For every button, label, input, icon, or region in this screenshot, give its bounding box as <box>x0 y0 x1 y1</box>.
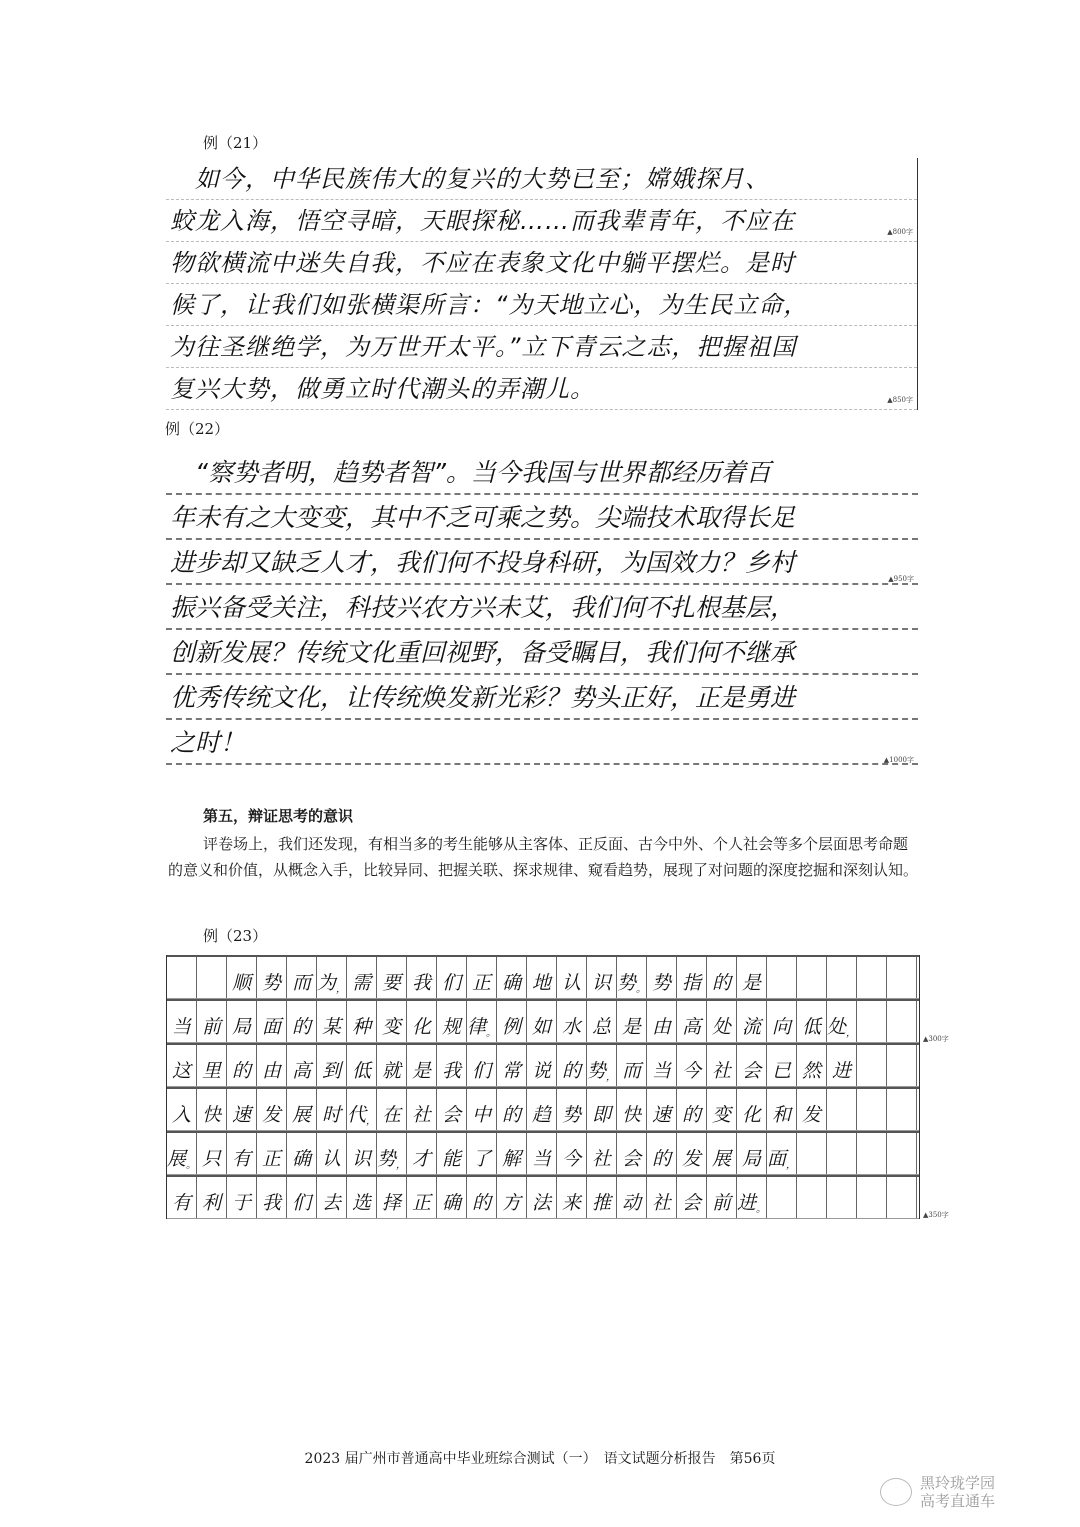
grid-cell <box>887 1089 917 1130</box>
grid-cell: 有 <box>227 1133 257 1174</box>
watermark-text-1: 黑玲珑学园 <box>920 1474 996 1492</box>
grid-cell: 只 <box>197 1133 227 1174</box>
grid-cell: 推 <box>587 1177 617 1218</box>
grid-cell <box>827 1133 857 1174</box>
grid-cell: 速 <box>227 1089 257 1130</box>
grid-cell <box>857 1133 887 1174</box>
grid-cell: 总 <box>587 1001 617 1042</box>
grid-cell: 已 <box>767 1045 797 1086</box>
grid-cell: 我 <box>407 957 437 998</box>
grid-cell: 势 <box>257 957 287 998</box>
grid-cell: 势 <box>557 1089 587 1130</box>
grid-cell: 社 <box>407 1089 437 1130</box>
hw-line: 创新发展？传统文化重回视野，备受瞩目，我们何不继承 <box>166 630 918 675</box>
grid-cell: 流 <box>737 1001 767 1042</box>
grid-cell: 当 <box>527 1133 557 1174</box>
grid-cell: 如 <box>527 1001 557 1042</box>
grid-cell: 了 <box>467 1133 497 1174</box>
grid-cell: 变 <box>707 1089 737 1130</box>
grid-cell: 会 <box>677 1177 707 1218</box>
grid-cell: 向 <box>767 1001 797 1042</box>
grid-cell: 当 <box>167 1001 197 1042</box>
grid-cell: 进 。 <box>737 1177 767 1218</box>
grid-cell: 今 <box>557 1133 587 1174</box>
word-count-mark: ▲1000字 <box>883 756 914 764</box>
grid-cell: 到 <box>317 1045 347 1086</box>
grid-cell: 入 <box>167 1089 197 1130</box>
grid-cell: 是 <box>617 1001 647 1042</box>
grid-cell: 今 <box>677 1045 707 1086</box>
grid-cell: 来 <box>557 1177 587 1218</box>
grid-cell: 处 ， <box>827 1001 857 1042</box>
grid-cell: 就 <box>377 1045 407 1086</box>
grid-cell: 去 <box>317 1177 347 1218</box>
grid-cell <box>167 957 197 998</box>
grid-cell: 和 <box>767 1089 797 1130</box>
grid-cell <box>767 1177 797 1218</box>
grid-row <box>167 1175 919 1219</box>
grid-cell <box>797 1133 827 1174</box>
grid-cell <box>827 957 857 998</box>
grid-cell: 面 <box>257 1001 287 1042</box>
grid-cell: 低 <box>347 1045 377 1086</box>
grid-cell <box>827 1177 857 1218</box>
grid-cell: 趋 <box>527 1089 557 1130</box>
grid-cell: 里 <box>197 1045 227 1086</box>
grid-row <box>167 1043 919 1087</box>
grid-cell: 的 <box>227 1045 257 1086</box>
example-21-label: 例（21） <box>203 134 268 152</box>
grid-cell: 前 <box>707 1177 737 1218</box>
grid-cell: 发 <box>797 1089 827 1130</box>
grid-cell: 是 <box>737 957 767 998</box>
grid-cell: 于 <box>227 1177 257 1218</box>
grid-cell: 展 <box>287 1089 317 1130</box>
grid-cell: 需 <box>347 957 377 998</box>
grid-cell <box>197 957 227 998</box>
grid-cell: 我 <box>257 1177 287 1218</box>
composition-grid-23 <box>166 955 949 1219</box>
grid-cell: 方 <box>497 1177 527 1218</box>
grid-cell <box>797 957 827 998</box>
grid-cell: 确 <box>497 957 527 998</box>
grid-cell <box>857 1001 887 1042</box>
hw-line: 之时！ <box>166 720 918 765</box>
grid-cell: 地 <box>527 957 557 998</box>
grid-cell: 我 <box>437 1045 467 1086</box>
grid-cell: 社 <box>707 1045 737 1086</box>
word-count-mark: ▲950字 <box>888 575 914 583</box>
grid-cell: 由 <box>257 1045 287 1086</box>
grid-cell: 变 <box>377 1001 407 1042</box>
grid-cell: 常 <box>497 1045 527 1086</box>
grid-cell: 顺 <box>227 957 257 998</box>
grid-cell: 会 <box>617 1133 647 1174</box>
grid-cell: 确 <box>437 1177 467 1218</box>
grid-cell: 认 <box>557 957 587 998</box>
grid-cell: 时 <box>317 1089 347 1130</box>
word-count-mark: ▲800字 <box>887 228 913 236</box>
watermark <box>880 1474 995 1510</box>
grid-cell: 面 ， <box>767 1133 797 1174</box>
word-count-mark: ▲300字 <box>923 1035 949 1043</box>
grid-row <box>167 1087 919 1131</box>
grid-cell: 择 <box>377 1177 407 1218</box>
grid-cell <box>857 1177 887 1218</box>
hw-line: 候了，让我们如张横渠所言：“为天地立心，为生民立命， <box>166 284 917 326</box>
grid-cell: 选 <box>347 1177 377 1218</box>
grid-cell: 局 <box>737 1133 767 1174</box>
grid-cell: 高 <box>677 1001 707 1042</box>
hw-line: 物欲横流中迷失自我，不应在表象文化中躺平摆烂。是时 <box>166 242 917 284</box>
grid-cell: 高 <box>287 1045 317 1086</box>
grid-cell: 的 <box>287 1001 317 1042</box>
grid-cell: 局 <box>227 1001 257 1042</box>
grid-cell: 确 <box>287 1133 317 1174</box>
grid-cell: 要 <box>377 957 407 998</box>
grid-cell: 会 <box>737 1045 767 1086</box>
grid-cell: 才 <box>407 1133 437 1174</box>
grid-cell <box>887 957 917 998</box>
grid-cell: 在 <box>377 1089 407 1130</box>
grid-cell: 们 <box>437 957 467 998</box>
word-count-mark: ▲850字 <box>887 396 913 404</box>
grid-cell: 由 <box>647 1001 677 1042</box>
example-23-label: 例（23） <box>203 927 268 945</box>
grid-cell: 有 <box>167 1177 197 1218</box>
grid-cell: 为 ， <box>317 957 347 998</box>
page-footer: 2023 届广州市普通高中毕业班综合测试（一） 语文试题分析报告 第56页 <box>304 1451 776 1467</box>
grid-cell: 正 <box>467 957 497 998</box>
grid-cell: 势 ， <box>377 1133 407 1174</box>
grid-cell: 而 <box>617 1045 647 1086</box>
section-heading: 第五，辩证思考的意识 <box>203 807 354 825</box>
grid-cell <box>857 957 887 998</box>
wechat-icon <box>880 1478 912 1506</box>
hw-line: 复兴大势，做勇立时代潮头的弄潮儿。 <box>166 368 917 410</box>
handwritten-sample-22 <box>166 450 918 770</box>
grid-cell: 这 <box>167 1045 197 1086</box>
hw-line: 年未有之大变变，其中不乏可乘之势。尖端技术取得长足 <box>166 495 918 540</box>
grid-row <box>167 1131 919 1175</box>
grid-cell: 律 。 <box>467 1001 497 1042</box>
grid-cell: 解 <box>497 1133 527 1174</box>
grid-cell: 说 <box>527 1045 557 1086</box>
grid-cell <box>767 957 797 998</box>
grid-cell: 识 <box>587 957 617 998</box>
grid-cell <box>797 1177 827 1218</box>
grid-cell: 势 。 <box>617 957 647 998</box>
grid-cell: 处 <box>707 1001 737 1042</box>
grid-cell: 正 <box>257 1133 287 1174</box>
grid-cell: 中 <box>467 1089 497 1130</box>
grid-cell: 前 <box>197 1001 227 1042</box>
example-22-label: 例（22） <box>165 420 230 438</box>
grid-cell: 然 <box>797 1045 827 1086</box>
grid-cell: 的 <box>677 1089 707 1130</box>
grid-cell: 速 <box>647 1089 677 1130</box>
grid-cell <box>887 1177 917 1218</box>
grid-cell <box>887 1133 917 1174</box>
grid-cell: 发 <box>677 1133 707 1174</box>
grid-cell: 会 <box>437 1089 467 1130</box>
grid-cell: 们 <box>467 1045 497 1086</box>
grid-cell <box>857 1045 887 1086</box>
grid-cell: 规 <box>437 1001 467 1042</box>
word-count-mark: ▲350字 <box>923 1211 949 1219</box>
grid-cell: 而 <box>287 957 317 998</box>
grid-cell: 们 <box>287 1177 317 1218</box>
grid-cell: 代 ， <box>347 1089 377 1130</box>
grid-cell: 势 ， <box>587 1045 617 1086</box>
grid-cell <box>857 1089 887 1130</box>
grid-cell: 发 <box>257 1089 287 1130</box>
grid-cell: 的 <box>707 957 737 998</box>
hw-line: 蛟龙入海，悟空寻暗，天眼探秘……而我辈青年，不应在 <box>166 200 917 242</box>
grid-cell: 化 <box>737 1089 767 1130</box>
grid-cell: 的 <box>557 1045 587 1086</box>
grid-cell: 展 。 <box>167 1133 197 1174</box>
grid-row <box>167 955 919 999</box>
hw-line: 如今，中华民族伟大的复兴的大势已至；嫦娥探月、 <box>166 158 917 200</box>
grid-cell: 快 <box>617 1089 647 1130</box>
grid-cell <box>887 1045 917 1086</box>
grid-cell: 认 <box>317 1133 347 1174</box>
grid-cell: 社 <box>647 1177 677 1218</box>
watermark-text-2: 高考直通车 <box>920 1492 996 1510</box>
grid-cell: 的 <box>647 1133 677 1174</box>
grid-cell: 识 <box>347 1133 377 1174</box>
grid-cell <box>887 1001 917 1042</box>
hw-line: 进步却又缺乏人才，我们何不投身科研，为国效力？乡村 <box>166 540 918 585</box>
grid-cell: 动 <box>617 1177 647 1218</box>
grid-cell: 某 <box>317 1001 347 1042</box>
grid-cell: 当 <box>647 1045 677 1086</box>
grid-cell: 是 <box>407 1045 437 1086</box>
grid-cell: 势 <box>647 957 677 998</box>
grid-cell: 的 <box>467 1177 497 1218</box>
grid-cell: 指 <box>677 957 707 998</box>
grid-cell: 能 <box>437 1133 467 1174</box>
grid-cell: 即 <box>587 1089 617 1130</box>
grid-cell: 快 <box>197 1089 227 1130</box>
hw-line: 振兴备受关注，科技兴农方兴未艾，我们何不扎根基层， <box>166 585 918 630</box>
hw-line: 为往圣继绝学，为万世开太平。”立下青云之志，把握祖国 <box>166 326 917 368</box>
grid-row <box>167 999 919 1043</box>
grid-cell: 种 <box>347 1001 377 1042</box>
section-paragraph: 评卷场上，我们还发现，有相当多的考生能够从主客体、正反面、古今中外、个人社会等多个层面思考命题的意义和价值，从概念入手，比较异同、把握关联、探求规律、窥看趋势，展现了对问题的深度挖掘和深刻认知。 <box>168 835 919 879</box>
grid-cell: 展 <box>707 1133 737 1174</box>
grid-cell: 法 <box>527 1177 557 1218</box>
grid-cell: 进 <box>827 1045 857 1086</box>
hw-line: “察势者明，趋势者智”。当今我国与世界都经历着百 <box>166 450 918 495</box>
grid-cell: 的 <box>497 1089 527 1130</box>
grid-cell: 利 <box>197 1177 227 1218</box>
grid-cell: 水 <box>557 1001 587 1042</box>
grid-cell: 例 <box>497 1001 527 1042</box>
grid-cell: 低 <box>797 1001 827 1042</box>
grid-cell <box>827 1089 857 1130</box>
handwritten-sample-21 <box>166 158 918 410</box>
grid-cell: 正 <box>407 1177 437 1218</box>
grid-cell: 社 <box>587 1133 617 1174</box>
grid-cell: 化 <box>407 1001 437 1042</box>
hw-line: 优秀传统文化，让传统焕发新光彩？势头正好，正是勇进 <box>166 675 918 720</box>
